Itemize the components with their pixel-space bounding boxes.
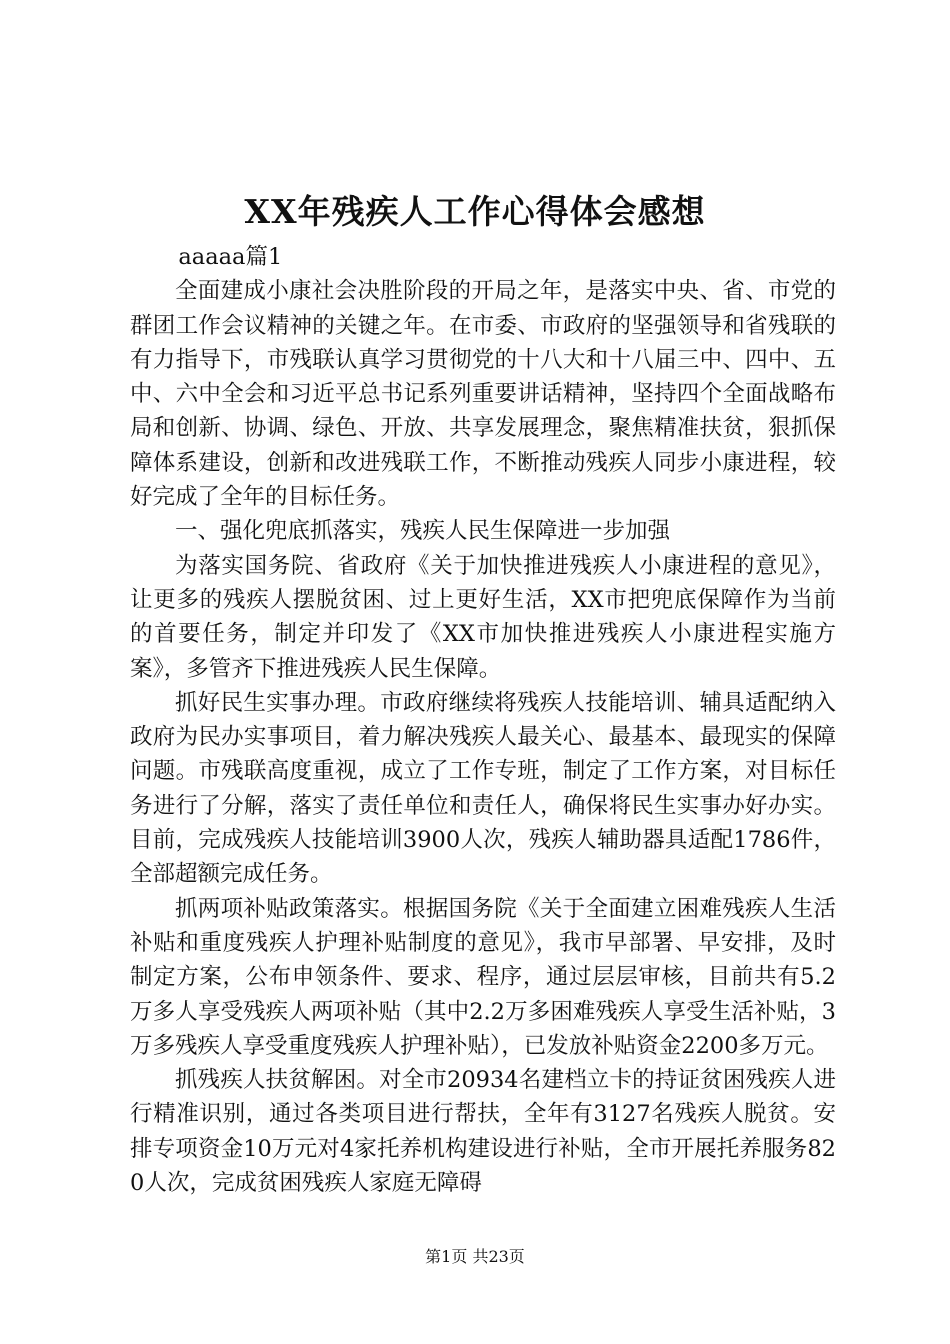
body-paragraph: 为落实国务院、省政府《关于加快推进残疾人小康进程的意见》，让更多的残疾人摆脱贫困、过上更好生活，XX市把兜底保障作为当前的首要任务，制定并印发了《XX市加快推进残疾人小康进程实施方案》，多管齐下推进残疾人民生保障。 bbox=[130, 552, 836, 682]
document-title: XX年残疾人工作心得体会感想 bbox=[244, 192, 706, 231]
body-paragraph: 抓好民生实事办理。市政府继续将残疾人技能培训、辅具适配纳入政府为民办实事项目，着力解决残疾人最关心、最基本、最现实的保障问题。市残联高度重视，成立了工作专班，制定了工作方案，对目标任务进行了分解，落实了责任单位和责任人，确保将民生实事办好办实。目前，完成残疾人技能培训3900人次，残疾人辅助器具适配1786件，全部超额完成任务。 bbox=[130, 689, 836, 888]
body-paragraph: 全面建成小康社会决胜阶段的开局之年，是落实中央、省、市党的群团工作会议精神的关键之年。在市委、市政府的坚强领导和省残联的有力指导下，市残联认真学习贯彻党的十八大和十八届三中、四中、五中、六中全会和习近平总书记系列重要讲话精神，坚持四个全面战略布局和创新、协调、绿色、开放、共享发展理念，聚焦精准扶贫，狠抓保障体系建设，创新和改进残联工作，不断推动残疾人同步小康进程，较好完成了全年的目标任务。 bbox=[130, 278, 836, 511]
body-paragraph: 抓两项补贴政策落实。根据国务院《关于全面建立困难残疾人生活补贴和重度残疾人护理补贴制度的意见》，我市早部署、早安排，及时制定方案，公布申领条件、要求、程序，通过层层审核，目前共有5.2万多人享受残疾人两项补贴（其中2.2万多困难残疾人享受生活补贴，3万多残疾人享受重度残疾人护理补贴），已发放补贴资金2200多万元。 bbox=[130, 895, 836, 1059]
section-label: aaaaa篇1 bbox=[178, 244, 283, 270]
document-body bbox=[130, 240, 836, 1200]
page-footer: 第1页 共23页 bbox=[425, 1247, 525, 1266]
body-paragraph: 抓残疾人扶贫解困。对全市20934名建档立卡的持证贫困残疾人进行精准识别，通过各类项目进行帮扶，全年有3127名残疾人脱贫。安排专项资金10万元对4家托养机构建设进行补贴，全市开展托养服务820人次，完成贫困残疾人家庭无障碍 bbox=[130, 1067, 836, 1197]
section-heading: 一、强化兜底抓落实，残疾人民生保障进一步加强 bbox=[175, 518, 671, 545]
